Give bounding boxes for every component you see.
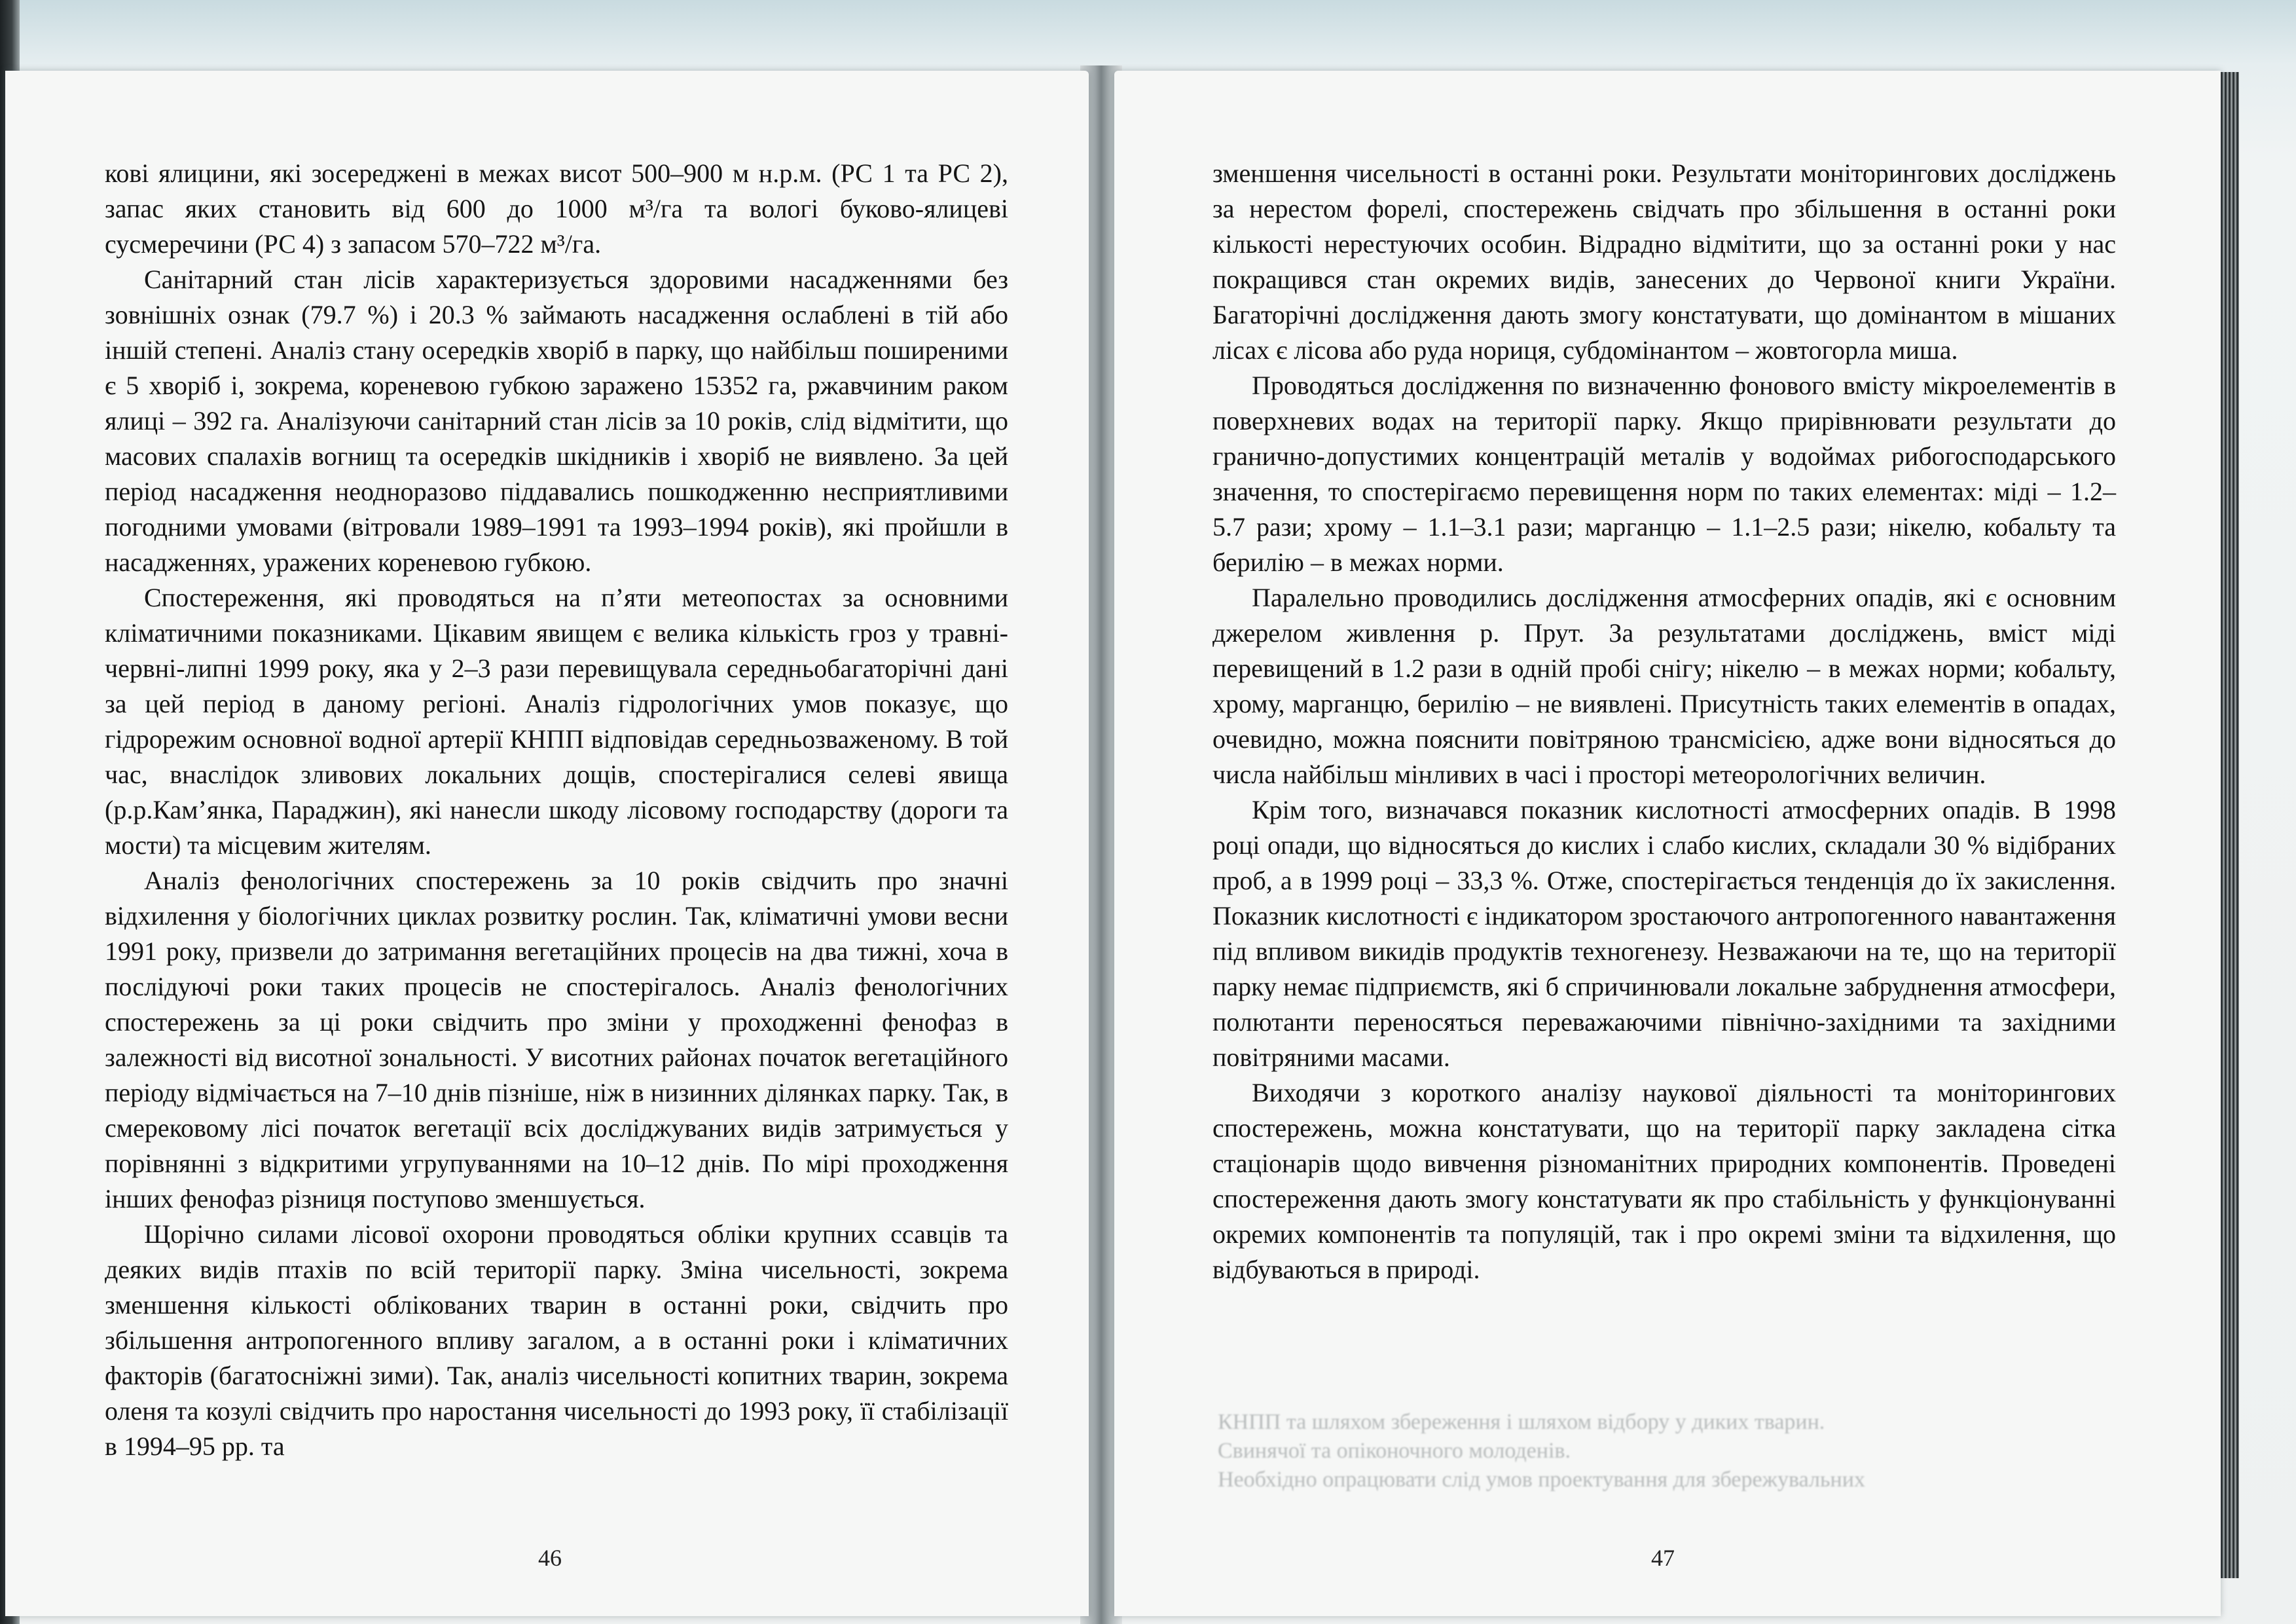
bleed-line: КНПП та шляхом збереження і шляхом відбору у диких тварин.	[1218, 1410, 1825, 1434]
paragraph: Крім того, визначався показник кислотності атмосферних опадів. В 1998 році опади, що відносяться до кислих і слабо кислих, складали 30 % відібраних проб, а в 1999 році – 33,3 %. Отже, спостерігається тенденція до їх закислення. Показник кислотності є індикатором зростаючого антропогенного навантаження під впливом викидів продуктів техногенезу. Незважаючи на те, що на території парку немає підприємств, які б спричинювали локальне забруднення атмосфери, полютанти переносяться переважаючими північно-західними та західними повітряними масами.	[1212, 795, 2116, 1072]
bleed-line: Необхідно опрацювати слід умов проектування для збережувальних	[1218, 1467, 1865, 1492]
bleed-through-text	[1218, 1408, 2121, 1494]
right-page-text	[1212, 156, 2116, 1287]
bleed-line: Свинячої та опіконочного молоденів.	[1218, 1439, 1571, 1463]
paragraph: Проводяться дослідження по визначенню фонового вмісту мікроелементів в поверхневих водах на території парку. Якщо прирівнювати результати до гранично-допустимих концентрацій металів у водоймах рибогосподарського значення, то спостерігаємо перевищення норм по таких елементах: міді – 1.2–5.7 рази; хрому – 1.1–3.1 рази; марганцю – 1.1–2.5 рази; нікелю, кобальту та берилію – в межах норми.	[1212, 371, 2116, 577]
paragraph: Паралельно проводились дослідження атмосферних опадів, які є основним джерелом живлення р. Прут. За результатами досліджень, вміст міді перевищений в 1.2 рази в одній пробі снігу; нікелю – в межах норми; кобальту, хрому, марганцю, берилію – не виявлені. Присутність таких елементів в опадах, очевидно, можна пояснити повітряною трансмісією, адже вони відносяться до числа найбільш мінливих в часі і просторі метеорологічних величин.	[1212, 583, 2116, 789]
page-number-left: 46	[538, 1545, 562, 1571]
paragraph: Аналіз фенологічних спостережень за 10 років свідчить про значні відхилення у біологічних циклах розвитку рослин. Так, кліматичні умови весни 1991 року, призвели до затримання вегетаційних процесів на два тижні, хоча в послідуючі роки таких процесів не спостерігалось. Аналіз фенологічних спостережень за ці роки свідчить про зміни у проходженні фенофаз в залежності від висотної зональності. У висотних районах початок вегетаційного періоду відмічається на 7–10 днів пізніше, ніж в низинних ділянках парку. Так, в смерековому лісі початок вегетації всіх досліджуваних видів затримується у порівнянні з відкритими угрупуваннями на 10–12 днів. По мірі проходження інших фенофаз різниця поступово зменшується.	[105, 866, 1008, 1213]
left-page-text	[105, 156, 1008, 1464]
paragraph: кові ялицини, які зосереджені в межах висот 500–900 м н.р.м. (РС 1 та РС 2), запас яких становить від 600 до 1000 м³/га та вологі буково-ялицеві сусмеречини (РС 4) з запасом 570–722 м³/га.	[105, 158, 1008, 259]
paragraph: Щорічно силами лісової охорони проводяться обліки крупних ссавців та деяких видів птахів по всій території парку. Зміна чисельності, зокрема зменшення кількості облікованих тварин в останні роки, свідчить про збільшення антропогенного впливу загалом, а в останні роки і кліматичних факторів (багатосніжні зими). Так, аналіз чисельності копитних тварин, зокрема оленя та козулі свідчить про наростання чисельності до 1993 року, її стабілізації в 1994–95 рр. та	[105, 1219, 1008, 1461]
paragraph: зменшення чисельності в останні роки. Результати моніторингових досліджень за нерестом форелі, спостережень свідчать про збільшення в останні роки кількості нерестуючих особин. Відрадно відмітити, що за останні роки у нас покращився стан окремих видів, занесених до Червоної книги України. Багаторічні дослідження дають змогу констатувати, що домінантом в мішаних лісах є лісова або руда нориця, субдомінантом – жовтогорла миша.	[1212, 158, 2116, 365]
paragraph: Спостереження, які проводяться на п’яти метеопостах за основними кліматичними показниками. Цікавим явищем є велика кількість гроз у травні-червні-липні 1999 року, яка у 2–3 рази перевищувала середньобагаторічні дані за цей період в даному регіоні. Аналіз гідрологічних умов показує, що гідрорежим основної водної артерії КНПП відповідав середньозваженому. В той час, внаслідок зливових локальних дощів, спостерігалися селеві явища (р.р.Кам’янка, Параджин), які нанесли шкоду лісовому господарству (дороги та мости) та місцевим жителям.	[105, 583, 1008, 860]
paragraph: Виходячи з короткого аналізу наукової діяльності та моніторингових спостережень, можна констатувати, що на території парку закладена сітка стаціонарів щодо вивчення різноманітних природних компонентів. Проведені спостереження дають змогу констатувати як про стабільність у функціонуванні окремих компонентів та популяцій, так і про окремі зміни та відхилення, що відбуваються в природі.	[1212, 1078, 2116, 1284]
paragraph: Санітарний стан лісів характеризується здоровими насадженнями без зовнішніх ознак (79.7 %) і 20.3 % займають насадження ослаблені в тій або іншій степені. Аналіз стану осередків хворіб в парку, що найбільш поширеними є 5 хворіб і, зокрема, кореневою губкою заражено 15352 га, ржавчиним раком ялиці – 392 га. Аналізуючи санітарний стан лісів за 10 років, слід відмітити, що масових спалахів вогнищ та осередків шкідників і хворіб не виявлено. За цей період насадження неодноразово піддавались пошкодженню несприятливими погодними умовами (вітровали 1989–1991 та 1993–1994 років), які пройшли в насадженнях, уражених кореневою губкою.	[105, 265, 1008, 577]
page-number-right: 47	[1651, 1545, 1675, 1571]
